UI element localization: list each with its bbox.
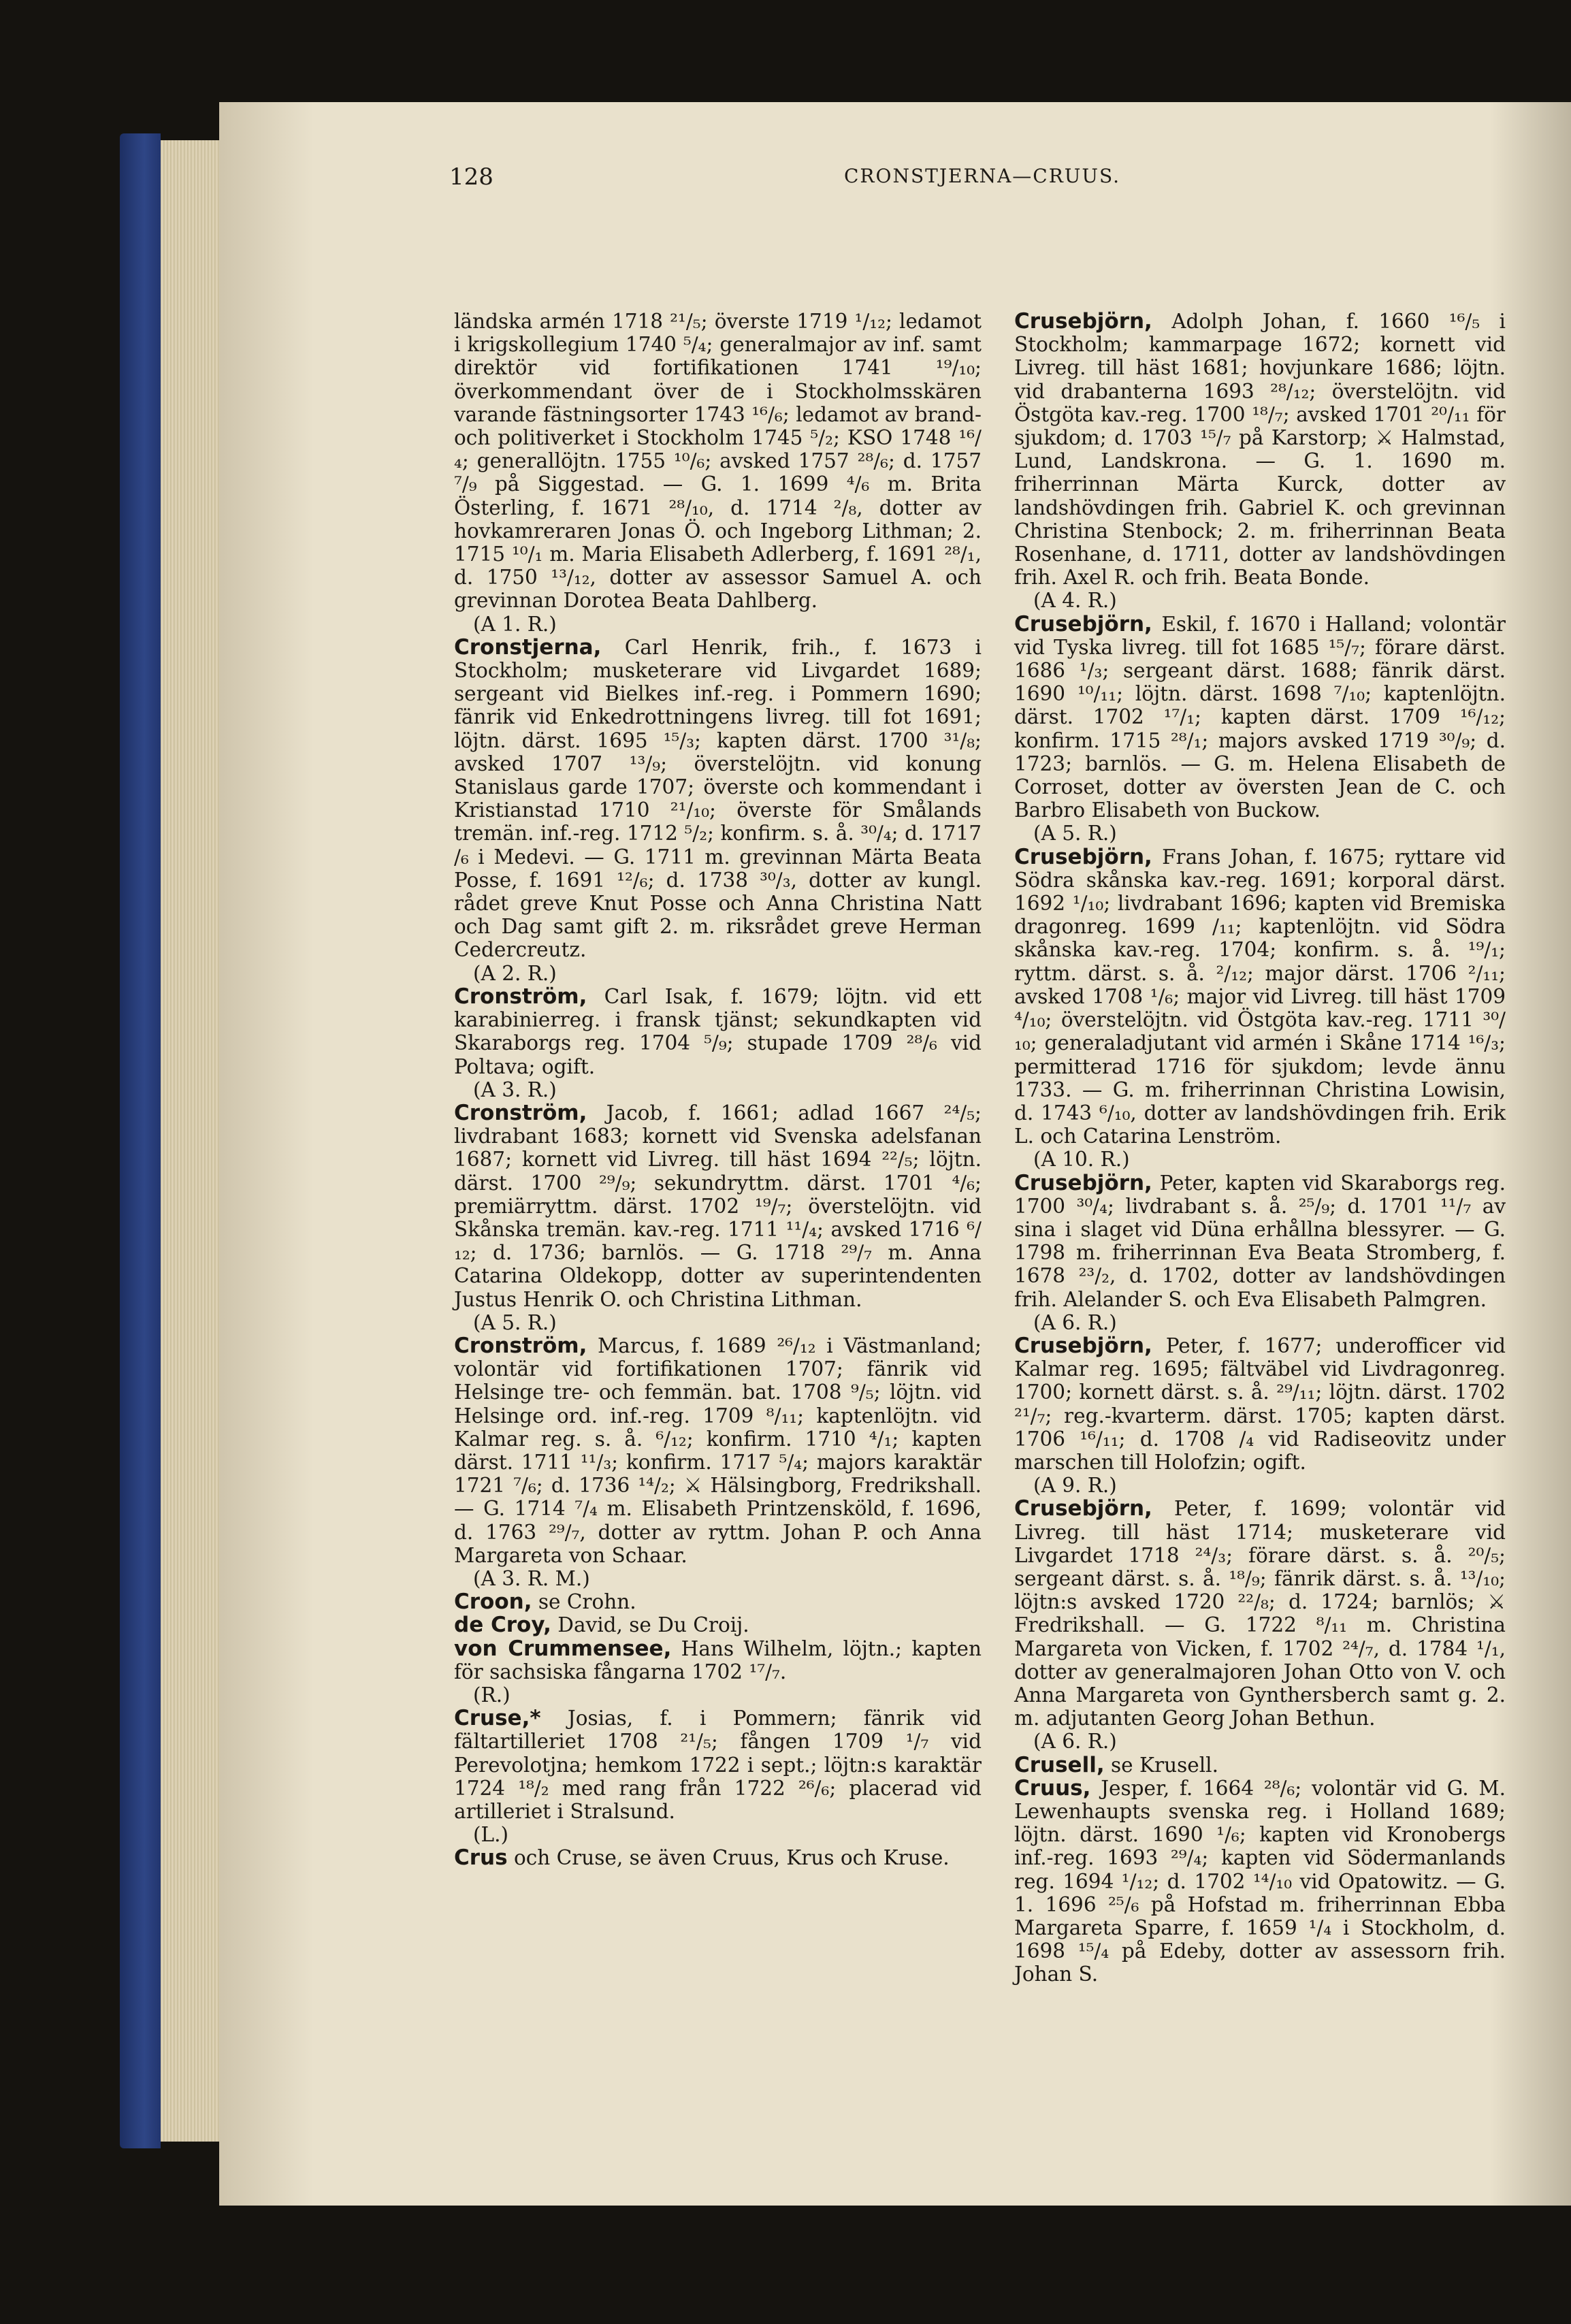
entry: Cruus, Jesper, f. 1664 ²⁸/₆; volontär vid G. M. Lewenhaupts svenska reg. i Holland 1689; löjtn. därst. 1690 ¹/₆; kapten vid Kronobergs inf.-reg. 1693 ²⁹/₄; kapten vid Södermanlands reg. 1694 ¹/₁₂; d. 1702 ¹⁴/₁₀ vid Opatowitz. — G. 1. 1696 ²⁵/₆ på Hofstad m. friherrinnan Ebba Margareta Sparre, f. 1659 ¹/₄ i Stockholm, d. 1698 ¹⁵/₄ på Edeby, dotter av assessorn frih. Johan S. <box>1014 1775 1506 1986</box>
entry-reference: (A 9. R.) <box>1033 1474 1117 1498</box>
entry-reference: (A 5. R.) <box>1033 822 1117 845</box>
entry: Crusebjörn, Peter, f. 1677; underofficer vid Kalmar reg. 1695; fältväbel vid Livdragonreg. 1700; kornett därst. s. å. ²⁹/₁₁; löjtn. därst. 1702 ²¹/₇; reg.-kvarterm. därst. 1705; kapten därst. 1706 ¹⁶/₁₁; d. 1708 /₄ vid Radiseovitz under marschen till Holofzin; ogift. <box>1014 1333 1506 1474</box>
entry-reference: (A 3. R. M.) <box>473 1566 590 1590</box>
entry-reference: (A 10. R.) <box>1033 1148 1130 1172</box>
entry: Cronstjerna, Carl Henrik, frih., f. 1673 i Stockholm; musketerare vid Livgardet 1689; sergeant vid Bielkes inf.-reg. i Pommern 1690; fänrik vid Enkedrottningens livreg. till fot 1691; löjtn. därst. 1695 ¹⁵/₃; kapten därst. 1700 ³¹/₈; avsked 1707 ¹³/₉; överstelöjtn. vid konung Stanislaus garde 1707; överste och kommendant i Kristianstad 1710 ²¹/₁₀; överste för Smålands tremän. inf.-reg. 1712 ⁵/₂; konfirm. s. å. ³⁰/₄; d. 1717 /₆ i Medevi. — G. 1711 m. grevinnan Märta Beata Posse, f. 1691 ¹²/₆; d. 1738 ³⁰/₃, dotter av kungl. rådet greve Knut Posse och Anna Christina Natt och Dag samt gift 2. m. riksrådet greve Herman Cedercreutz. <box>454 634 982 962</box>
entry: Croon, se Crohn. <box>454 1589 636 1615</box>
entry: Cronström, Carl Isak, f. 1679; löjtn. vid ett karabinierreg. i fransk tjänst; sekundkapten vid Skaraborgs reg. 1704 ⁵/₉; stupade 1709 ²⁸/₆ vid Poltava; ogift. <box>454 984 982 1078</box>
entry: Crusebjörn, Peter, kapten vid Skaraborgs reg. 1700 ³⁰/₄; livdrabant s. å. ²⁵/₉; d. 1701 ¹¹/₇ av sina i slaget vid Düna erhållna blessyrer. — G. 1798 m. friherrinnan Eva Beata Stromberg, f. 1678 ²³/₂, d. 1702, dotter av landshövdingen frih. Alelander S. och Eva Elisabeth Palmgren. <box>1014 1170 1506 1311</box>
entry: ländska armén 1718 ²¹/₅; överste 1719 ¹/₁₂; ledamot i krigskollegium 1740 ⁵/₄; generalmajor av inf. samt direktör vid fortifikationen 1741 ¹⁹/₁₀; överkommendant över de i Stockholmsskären varande fästningsorter 1743 ¹⁶/₆; ledamot av brand- och politiverket i Stockholm 1745 ⁵/₂; KSO 1748 ¹⁶/₄; generallöjtn. 1755 ¹⁰/₆; avsked 1757 ²⁸/₆; d. 1757 ⁷/₉ på Siggestad. — G. 1. 1699 ⁴/₆ m. Brita Österling, f. 1671 ²⁸/₁₀, d. 1714 ²/₈, dotter av hovkamreraren Jonas Ö. och Ingeborg Lithman; 2. 1715 ¹⁰/₁ m. Maria Elisabeth Adlerberg, f. 1691 ²⁸/₁, d. 1750 ¹³/₁₂, dotter av assessor Samuel A. och grevinnan Dorotea Beata Dahlberg. <box>454 310 982 613</box>
entry: Crusebjörn, Eskil, f. 1670 i Halland; volontär vid Tyska livreg. till fot 1685 ¹⁵/₇; förare därst. 1686 ¹/₃; sergeant därst. 1688; fänrik därst. 1690 ¹⁰/₁₁; löjtn. därst. 1698 ⁷/₁₀; kaptenlöjtn. därst. 1702 ¹⁷/₁; kapten därst. 1709 ¹⁶/₁₂; konfirm. 1715 ²⁸/₁; majors avsked 1719 ³⁰/₉; d. 1723; barnlös. — G. m. Helena Elisabeth de Corroset, dotter av översten Jean de C. och Barbro Elisabeth von Buckow. <box>1014 611 1506 822</box>
entry: Crusell, se Krusell. <box>1014 1752 1218 1777</box>
entry: von Crummensee, Hans Wilhelm, löjtn.; kapten för sachsiska fångarna 1702 ¹⁷/₇. <box>454 1636 982 1683</box>
entry: Crusebjörn, Peter, f. 1699; volontär vid Livreg. till häst 1714; musketerare vid Livgardet 1718 ²⁴/₃; förare därst. s. å. ²⁰/₅; sergeant därst. s. å. ¹⁸/₉; fänrik därst. s. å. ¹³/₁₀; löjtn:s avsked 1720 ²²/₈; d. 1724; barnlös; ⚔ Fredrikshall. — G. 1722 ⁸/₁₁ m. Christina Margareta von Vicken, f. 1702 ²⁴/₇, d. 1784 ¹/₁, dotter av generalmajoren Johan Otto von V. och Anna Margareta von Gynthersberch samt g. 2. m. adjutanten Georg Johan Bethun. <box>1014 1496 1506 1730</box>
entry: Crusebjörn, Adolph Johan, f. 1660 ¹⁶/₅ i Stockholm; kammarpage 1672; kornett vid Livreg. till häst 1681; hovjunkare 1686; löjtn. vid drabanterna 1693 ²⁸/₁₂; överstelöjtn. vid Östgöta kav.-reg. 1700 ¹⁸/₇; avsked 1701 ²⁰/₁₁ för sjukdom; d. 1703 ¹⁵/₇ på Karstorp; ⚔ Halmstad, Lund, Landskrona. — G. 1. 1690 m. friherrinnan Märta Kurck, dotter av landshövdingen frih. Gabriel K. och grevinnan Christina Stenbock; 2. m. friherrinnan Beata Rosenhane, d. 1711, dotter av landshövdingen frih. Axel R. och frih. Beata Bonde. <box>1014 309 1506 590</box>
page-edges <box>161 140 222 2142</box>
book-cover-edge <box>120 133 161 2148</box>
entry: Cronström, Jacob, f. 1661; adlad 1667 ²⁴/₅; livdrabant 1683; kornett vid Svenska adelsfanan 1687; kornett vid Livreg. till häst 1694 ²²/₅; löjtn. därst. 1700 ²⁹/₉; sekundryttm. därst. 1701 ⁴/₆; premiärryttm. därst. 1702 ¹⁹/₇; överstelöjtn. vid Skånska tremän. kav.-reg. 1711 ¹¹/₄; avsked 1716 ⁶/₁₂; d. 1736; barnlös. — G. 1718 ²⁹/₇ m. Anna Catarina Oldekopp, dotter av superintendenten Justus Henrik O. och Christina Lithman. <box>454 1100 982 1311</box>
entry-reference: (R.) <box>473 1683 511 1707</box>
entry: Crusebjörn, Frans Johan, f. 1675; ryttare vid Södra skånska kav.-reg. 1691; korporal därst. 1692 ¹/₁₀; livdrabant 1696; kapten vid Bremiska dragonreg. 1699 /₁₁; kaptenlöjtn. vid Södra skånska kav.-reg. 1704; konfirm. s. å. ¹⁹/₁; ryttm. därst. s. å. ²/₁₂; major därst. 1706 ²/₁₁; avsked 1708 ¹/₆; major vid Livreg. till häst 1709 ⁴/₁₀; överstelöjtn. vid Östgöta kav.-reg. 1711 ³⁰/₁₀; generaladjutant vid armén i Skåne 1714 ¹⁶/₃; permitterad 1716 för sjukdom; levde ännu 1733. — G. m. friherrinnan Christina Lowisin, d. 1743 ⁶/₁₀, dotter av landshövdingen frih. Erik L. och Catarina Lenström. <box>1014 844 1506 1148</box>
left-column <box>454 310 982 1870</box>
entry-reference: (A 1. R.) <box>473 612 557 636</box>
entry-reference: (A 5. R.) <box>473 1310 557 1334</box>
page-header <box>449 163 1538 197</box>
running-title: CRONSTJERNA—CRUUS. <box>844 165 1121 187</box>
right-column <box>1014 310 1506 1986</box>
entry-reference: (A 6. R.) <box>1033 1310 1117 1334</box>
entry: Cronström, Marcus, f. 1689 ²⁶/₁₂ i Västmanland; volontär vid fortifikationen 1707; fänrik vid Helsinge tre- och femmän. bat. 1708 ⁹/₅; löjtn. vid Helsinge ord. inf.-reg. 1709 ⁸/₁₁; kaptenlöjtn. vid Kalmar reg. s. å. ⁶/₁₂; konfirm. 1710 ⁴/₁; kapten därst. 1711 ¹¹/₃; konfirm. 1717 ⁵/₄; majors karaktär 1721 ⁷/₆; d. 1736 ¹⁴/₂; ⚔ Hälsingborg, Fredrikshall. — G. 1714 ⁷/₄ m. Elisabeth Printzensköld, f. 1696, d. 1763 ²⁹/₇, dotter av ryttm. Johan P. och Anna Margareta von Schaar. <box>454 1333 982 1567</box>
entry: Cruse,* Josias, f. i Pommern; fänrik vid fältartilleriet 1708 ²¹/₅; fången 1709 ¹/₇ vid Perevolotjna; hemkom 1722 i sept.; löjtn:s karaktär 1724 ¹⁸/₂ med rang från 1722 ²⁶/₆; placerad vid artilleriet i Stralsund. <box>454 1706 982 1823</box>
entry: de Croy, David, se Du Croij. <box>454 1613 749 1638</box>
entry: Crus och Cruse, se även Cruus, Krus och Kruse. <box>454 1845 950 1871</box>
entry-reference: (A 6. R.) <box>1033 1730 1117 1754</box>
entry-reference: (A 4. R.) <box>1033 589 1117 613</box>
page-number: 128 <box>449 163 493 191</box>
entry-reference: (A 2. R.) <box>473 961 557 985</box>
entry-reference: (L.) <box>473 1823 508 1847</box>
entry-reference: (A 3. R.) <box>473 1078 557 1101</box>
